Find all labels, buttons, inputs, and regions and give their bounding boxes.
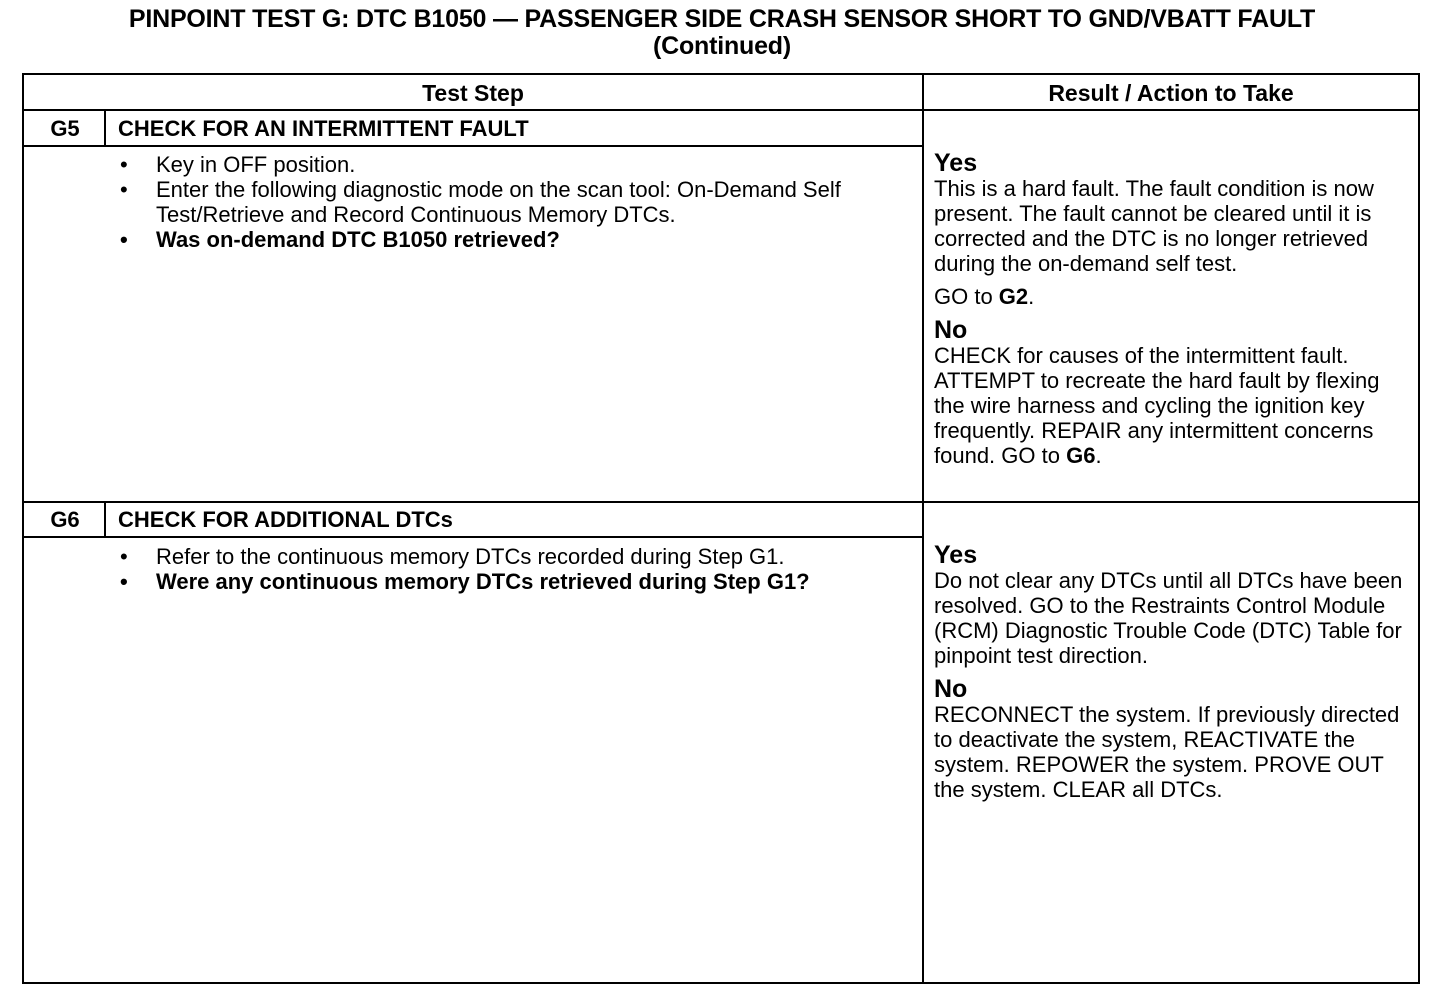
list-item: • Enter the following diagnostic mode on the scan tool: On-Demand Self Test/Retrieve and Record Continuous Memory DTCs. [120, 177, 841, 227]
header-result: Result / Action to Take [1048, 80, 1294, 106]
step-bullet-list [118, 152, 908, 252]
no-label: No [934, 675, 968, 703]
step-result [934, 150, 1416, 468]
title-main: PINPOINT TEST G: DTC B1050 — PASSENGER SIDE CRASH SENSOR SHORT TO GND/VBATT FAULT [128, 5, 1316, 33]
step-number: G6 [50, 507, 80, 532]
goto-step-link: G2 [998, 284, 1029, 309]
title-continued: (Continued) [652, 32, 792, 60]
column-divider [922, 75, 924, 982]
header-test-step: Test Step [422, 80, 524, 106]
step-number: G5 [50, 116, 80, 141]
yes-action-text: Do not clear any DTCs until all DTCs have been resolved. GO to the Restraints Control Module (RCM) Diagnostic Trouble Code (DTC) Table for pinpoint test direction. [934, 568, 1403, 668]
bullet-icon: • [120, 152, 128, 177]
list-item: • Refer to the continuous memory DTCs recorded during Step G1. [120, 544, 785, 569]
step-title: CHECK FOR ADDITIONAL DTCs [118, 507, 453, 532]
yes-label: Yes [934, 149, 978, 177]
yes-action-text: This is a hard fault. The fault condition is now present. The fault cannot be cleared until it is corrected and the DTC is no longer retrieved during the on-demand self test. [934, 176, 1374, 276]
goto-step-link: G6 [1066, 443, 1096, 468]
no-action-text: CHECK for causes of the intermittent fault. ATTEMPT to recreate the hard fault by flexing the wire harness and cycling the ignition key frequently. REPAIR any intermittent concerns found. GO to G6. [934, 343, 1380, 468]
no-action-text: RECONNECT the system. If previously directed to deactivate the system, REACTIVATE the system. REPOWER the system. PROVE OUT the system. CLEAR all DTCs. [934, 702, 1400, 802]
list-item: • Were any continuous memory DTCs retrieved during Step G1? [120, 569, 810, 594]
yes-label: Yes [934, 541, 978, 569]
bullet-icon: • [120, 569, 128, 594]
bullet-icon: • [120, 227, 128, 252]
bullet-icon: • [120, 177, 128, 202]
pinpoint-test-table [22, 73, 1420, 984]
no-label: No [934, 316, 968, 344]
bullet-icon: • [120, 544, 128, 569]
step-title: CHECK FOR AN INTERMITTENT FAULT [118, 116, 529, 141]
yes-goto: GO to G2. [934, 284, 1035, 309]
step-bullet-list [118, 544, 908, 594]
page-title [0, 6, 1444, 60]
list-item: • Was on-demand DTC B1050 retrieved? [120, 227, 560, 252]
list-item: • Key in OFF position. [120, 152, 356, 177]
header-rule [24, 109, 1418, 111]
step-result [934, 542, 1416, 802]
